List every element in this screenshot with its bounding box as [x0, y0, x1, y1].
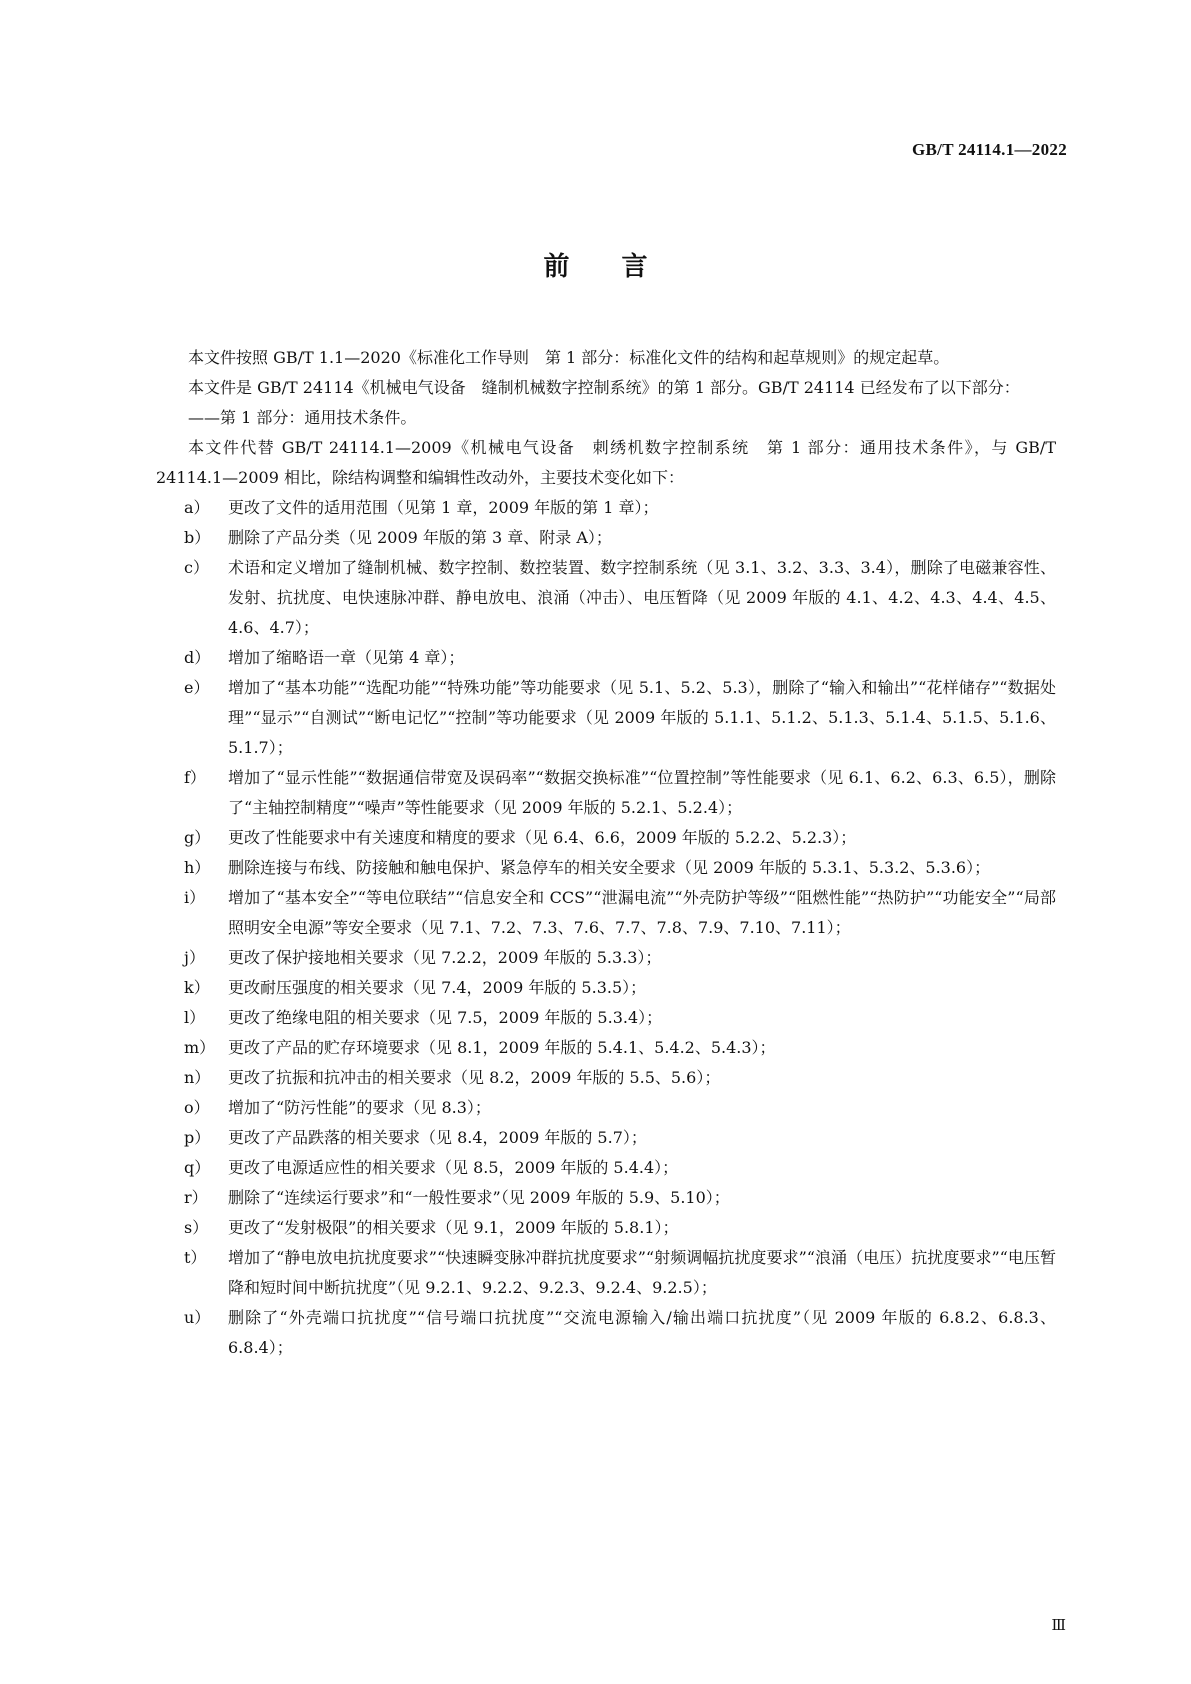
- standard-code: GB/T 24114.1—2022: [912, 140, 1067, 159]
- paragraph-series-intro: 本文件是 GB/T 24114《机械电气设备 缝制机械数字控制系统》的第 1 部分。GB/T 24114 已经发布了以下部分：: [188, 378, 1020, 397]
- list-marker: p）: [184, 1128, 211, 1147]
- changes-list: [156, 493, 1056, 1363]
- list-marker: k）: [184, 978, 210, 997]
- list-marker: e）: [184, 678, 210, 697]
- list-item-text: 更改了性能要求中有关速度和精度的要求（见 6.4、6.6，2009 年版的 5.2.2、5.2.3）；: [228, 828, 857, 847]
- list-item: [156, 1033, 1056, 1063]
- list-marker: c）: [184, 558, 209, 577]
- list-marker: i）: [184, 888, 206, 907]
- paragraph-part-list: ——第 1 部分：通用技术条件。: [188, 408, 417, 427]
- list-marker: j）: [184, 948, 205, 967]
- list-marker: g）: [184, 828, 211, 847]
- list-item-text: 更改了产品的贮存环境要求（见 8.1，2009 年版的 5.4.1、5.4.2、5.4.3）；: [228, 1038, 776, 1057]
- list-item-text: 更改了保护接地相关要求（见 7.2.2，2009 年版的 5.3.3）；: [228, 948, 662, 967]
- page-title: 前 言: [543, 252, 648, 282]
- list-item: [156, 1303, 1056, 1363]
- list-item: [156, 1123, 1056, 1153]
- list-marker: m）: [184, 1038, 216, 1057]
- list-marker: t）: [184, 1248, 207, 1267]
- list-marker: q）: [184, 1158, 211, 1177]
- list-item-text: 更改了文件的适用范围（见第 1 章，2009 年版的第 1 章）；: [228, 498, 659, 517]
- list-item: [156, 823, 1056, 853]
- list-marker: u）: [184, 1308, 211, 1327]
- list-item: [156, 523, 1056, 553]
- list-marker: l）: [184, 1008, 206, 1027]
- page-number: Ⅲ: [1051, 1618, 1066, 1634]
- list-marker: r）: [184, 1188, 208, 1207]
- paragraph-drafting-rules: 本文件按照 GB/T 1.1—2020《标准化工作导则 第 1 部分：标准化文件的结构和起草规则》的规定起草。: [188, 348, 950, 367]
- list-item-text: 增加了“防污性能”的要求（见 8.3）；: [228, 1098, 491, 1117]
- list-item-text: 删除了“外壳端口抗扰度”“信号端口抗扰度”“交流电源输入/输出端口抗扰度”（见 2009 年版的 6.8.2、6.8.3、6.8.4）；: [228, 1308, 1056, 1357]
- list-marker: a）: [184, 498, 210, 517]
- list-item: [156, 673, 1056, 763]
- list-item-text: 更改了抗振和抗冲击的相关要求（见 8.2，2009 年版的 5.5、5.6）；: [228, 1068, 721, 1087]
- list-item-text: 删除了产品分类（见 2009 年版的第 3 章、附录 A）；: [228, 528, 612, 547]
- list-item: [156, 1183, 1056, 1213]
- list-marker: h）: [184, 858, 211, 877]
- list-item-text: 增加了“静电放电抗扰度要求”“快速瞬变脉冲群抗扰度要求”“射频调幅抗扰度要求”“浪涌（电压）抗扰度要求”“电压暂降和短时间中断抗扰度”（见 9.2.1、9.2.2、9.2.3、9.2.4、9.2.5）；: [228, 1248, 1056, 1297]
- list-item-text: 更改了产品跌落的相关要求（见 8.4，2009 年版的 5.7）；: [228, 1128, 647, 1147]
- list-item: [156, 553, 1056, 643]
- list-item-text: 术语和定义增加了缝制机械、数字控制、数控装置、数字控制系统（见 3.1、3.2、3.3、3.4），删除了电磁兼容性、发射、抗扰度、电快速脉冲群、静电放电、浪涌（冲击）、电压暂降（见 2009 年版的 4.1、4.2、4.3、4.4、4.5、4.6、4.7）；: [228, 558, 1056, 637]
- list-item: [156, 1243, 1056, 1303]
- list-item-text: 更改了“发射极限”的相关要求（见 9.1，2009 年版的 5.8.1）；: [228, 1218, 679, 1237]
- list-item-text: 增加了缩略语一章（见第 4 章）；: [228, 648, 465, 667]
- list-item-text: 增加了“显示性能”“数据通信带宽及误码率”“数据交换标准”“位置控制”等性能要求（见 6.1、6.2、6.3、6.5），删除了“主轴控制精度”“噪声”等性能要求（见 2009 年版的 5.2.1、5.2.4）；: [228, 768, 1056, 817]
- foreword-body: [156, 343, 1056, 1363]
- list-item: [156, 973, 1056, 1003]
- list-item: [156, 943, 1056, 973]
- list-item: [156, 1063, 1056, 1093]
- list-item-text: 增加了“基本安全”“等电位联结”“信息安全和 CCS”“泄漏电流”“外壳防护等级”“阻燃性能”“热防护”“功能安全”“局部照明安全电源”等安全要求（见 7.1、7.2、7.3、7.6、7.7、7.8、7.9、7.10、7.11）；: [228, 888, 1056, 937]
- list-item-text: 删除连接与布线、防接触和触电保护、紧急停车的相关安全要求（见 2009 年版的 5.3.1、5.3.2、5.3.6）；: [228, 858, 991, 877]
- list-item-text: 更改了绝缘电阻的相关要求（见 7.5，2009 年版的 5.3.4）；: [228, 1008, 663, 1027]
- list-item: [156, 853, 1056, 883]
- list-item: [156, 1093, 1056, 1123]
- list-item: [156, 1003, 1056, 1033]
- list-item: [156, 1213, 1056, 1243]
- list-item: [156, 1153, 1056, 1183]
- list-marker: s）: [184, 1218, 209, 1237]
- paragraph-replacement: 本文件代替 GB/T 24114.1—2009《机械电气设备 刺绣机数字控制系统 第 1 部分：通用技术条件》，与 GB/T 24114.1—2009 相比，除结构调整和编辑性改动外，主要技术变化如下：: [156, 438, 1056, 487]
- list-item: [156, 643, 1056, 673]
- list-item-text: 删除了“连续运行要求”和“一般性要求”（见 2009 年版的 5.9、5.10）；: [228, 1188, 730, 1207]
- list-marker: n）: [184, 1068, 211, 1087]
- list-marker: o）: [184, 1098, 210, 1117]
- list-item: [156, 493, 1056, 523]
- list-item: [156, 763, 1056, 823]
- list-marker: b）: [184, 528, 211, 547]
- list-item-text: 更改了电源适应性的相关要求（见 8.5，2009 年版的 5.4.4）；: [228, 1158, 679, 1177]
- list-item-text: 增加了“基本功能”“选配功能”“特殊功能”等功能要求（见 5.1、5.2、5.3），删除了“输入和输出”“花样储存”“数据处理”“显示”“自测试”“断电记忆”“控制”等功能要求（见 2009 年版的 5.1.1、5.1.2、5.1.3、5.1.4、5.1.5、5.1.6、5.1.7）；: [228, 678, 1056, 757]
- list-marker: f）: [184, 768, 206, 787]
- list-item: [156, 883, 1056, 943]
- list-item-text: 更改耐压强度的相关要求（见 7.4，2009 年版的 5.3.5）；: [228, 978, 647, 997]
- list-marker: d）: [184, 648, 211, 667]
